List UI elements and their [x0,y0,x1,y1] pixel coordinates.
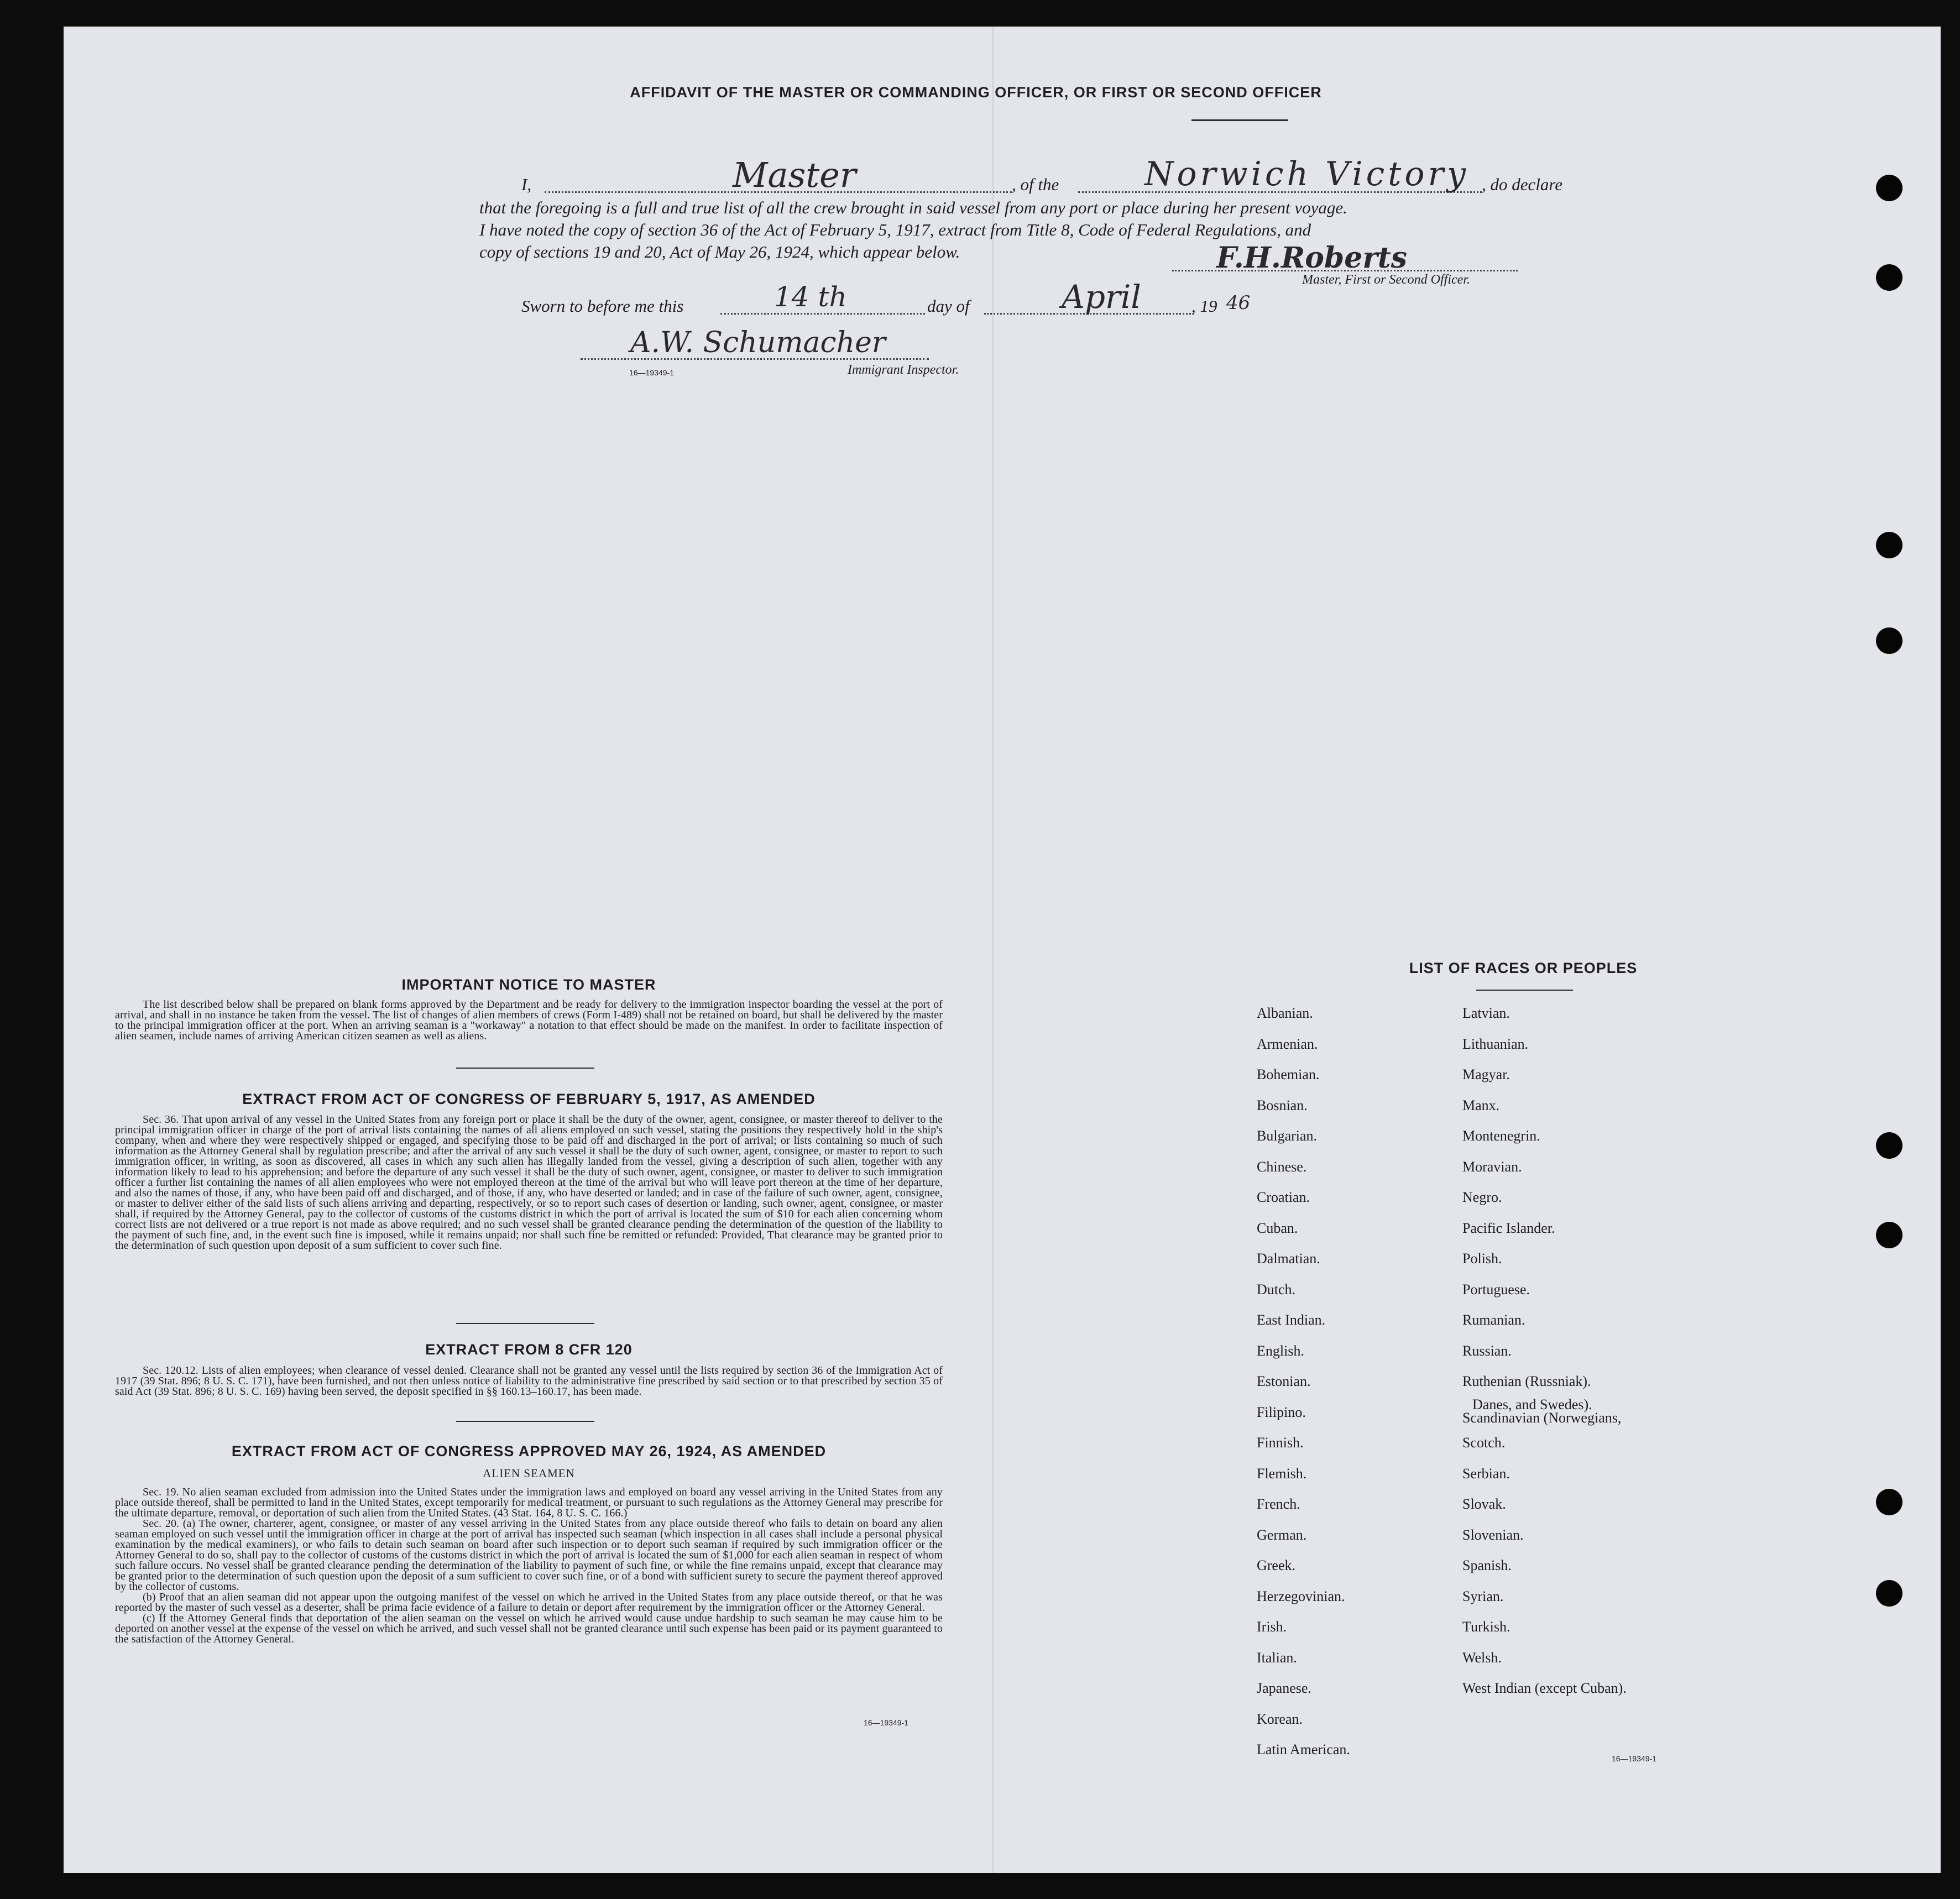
binder-hole [1876,1580,1902,1607]
notice-title: IMPORTANT NOTICE TO MASTER [401,976,656,993]
race-item: Negro. [1462,1189,1502,1205]
binder-hole [1876,175,1902,201]
race-item: Herzegovinian. [1257,1588,1345,1604]
extract-cfr-title: EXTRACT FROM 8 CFR 120 [425,1341,633,1358]
notice-body [115,1000,943,1042]
sec-20b-text: (b) Proof that an alien seaman did not appear upon the outgoing manifest of the vessel on which he arrived in the United States from any place outside thereof, or that he was reported by the master of such vessel as a deserter, shall be prima facie evidence of a failure to detain or deport after requirement by the immigration officer or the Attorney General. [115,1591,943,1614]
race-item: Montenegrin. [1462,1128,1540,1144]
extract-1917-body [115,1115,943,1251]
race-item: Latin American. [1257,1741,1350,1757]
race-item: Polish. [1462,1251,1502,1267]
sworn-day-line [720,313,925,315]
race-item: Welsh. [1462,1649,1502,1666]
race-item: Moravian. [1462,1158,1522,1175]
race-item: Portuguese. [1462,1281,1530,1298]
race-item: Rumanian. [1462,1312,1525,1328]
race-item: Danes, and Swedes). [1472,1396,1592,1413]
race-item: Latvian. [1462,1005,1510,1021]
sworn-month-field[interactable]: April [1062,278,1141,316]
binder-hole [1876,627,1902,654]
race-item: Serbian. [1462,1465,1510,1482]
race-item: Croatian. [1257,1189,1310,1205]
race-item: Manx. [1462,1097,1500,1113]
race-item: East Indian. [1257,1312,1326,1328]
day-of-label: day of [927,296,970,316]
race-item: Albanian. [1257,1005,1313,1021]
inspector-signature: A.W. Schumacher [630,326,886,359]
title-underline [1191,119,1288,121]
race-item: Spanish. [1462,1557,1512,1573]
binder-hole [1876,1222,1902,1248]
extract-cfr-text: Sec. 120.12. Lists of alien employees; when clearance of vessel denied. Clearance shall not be granted any vessel until the lists required by section 36 of the Immigration Act of 1917 (39 Stat. 896; 8 U. S. C. 171), have been furnished, and not then unless notice of liability to the administrative fine prescribed by said section or to that prescribed by section 35 of said Act (39 Stat. 896; 8 U. S. C. 169) having been served, the deposit specified in §§ 160.13–160.17, has been made. [115,1364,943,1398]
race-item: Bulgarian. [1257,1128,1318,1144]
document-sheet [64,27,1941,1873]
alien-seamen-subtitle: ALIEN SEAMEN [483,1467,575,1480]
race-item: English. [1257,1342,1304,1359]
year-label: , 19 [1191,296,1217,316]
race-item: Filipino. [1257,1404,1306,1420]
races-form-number: 16—19349-1 [1612,1754,1656,1763]
binder-hole [1876,1132,1902,1159]
race-item: Scotch. [1462,1435,1506,1451]
page-fold [992,27,994,1873]
race-item: Chinese. [1257,1158,1307,1175]
race-item: Scandinavian (Norwegians, [1462,1409,1622,1426]
race-item: Dutch. [1257,1281,1296,1298]
race-item: Cuban. [1257,1220,1298,1236]
extract-1924-body [115,1487,943,1645]
affidavit-title: AFFIDAVIT OF THE MASTER OR COMMANDING OFFICER, OR FIRST OR SECOND OFFICER [630,84,1322,101]
race-item: Pacific Islander. [1462,1220,1555,1236]
affidavit-form-number: 16—19349-1 [629,368,674,377]
divider-3 [456,1421,594,1422]
race-item: Russian. [1462,1342,1512,1359]
race-item: Syrian. [1462,1588,1504,1604]
races-title-underline [1476,990,1573,991]
vessel-name-field[interactable]: Norwich Victory [1144,155,1470,193]
race-item: West Indian (except Cuban). [1462,1680,1627,1696]
inspector-caption: Immigrant Inspector. [848,363,959,377]
race-item: Flemish. [1257,1465,1307,1482]
extract-cfr-body [115,1366,943,1397]
race-item: Bosnian. [1257,1097,1308,1113]
of-the-label: , of the [1012,175,1059,194]
binder-hole [1876,264,1902,291]
affidavit-i: I, [521,175,532,194]
affidavit-line-3: I have noted the copy of section 36 of the Act of February 5, 1917, extract from Title 8, Code of Federal Regulations, and [479,220,1311,239]
race-item: Lithuanian. [1462,1035,1529,1052]
race-item: Korean. [1257,1710,1303,1727]
notice-form-number: 16—19349-1 [864,1718,908,1727]
sworn-label: Sworn to before me this [521,296,684,316]
master-signature-caption: Master, First or Second Officer. [1302,273,1470,287]
race-item: Estonian. [1257,1373,1311,1389]
sec-19-text: Sec. 19. No alien seaman excluded from admission into the United States under the immigration laws and employed on board any vessel arriving in the United States from any place outside thereof, shall be permitted to land in the United States, except temporarily for medical treatment, or pursuant to such regulations as the Attorney General may prescribe for the ultimate departure, removal, or deportation of such alien from the United States. (43 Stat. 164, 8 U. S. C. 166.) [115,1486,943,1519]
extract-1917-title: EXTRACT FROM ACT OF CONGRESS OF FEBRUARY 5, 1917, AS AMENDED [242,1091,816,1107]
race-item: Magyar. [1462,1066,1510,1082]
extract-1924-title: EXTRACT FROM ACT OF CONGRESS APPROVED MAY 26, 1924, AS AMENDED [231,1443,827,1459]
binder-hole [1876,532,1902,558]
affidavit-line-2: that the foregoing is a full and true list of all the crew brought in said vessel from any port or place during her present voyage. [479,198,1347,217]
race-item: Dalmatian. [1257,1251,1320,1267]
sec-20a-text: Sec. 20. (a) The owner, charterer, agent, consignee, or master of any vessel arriving in the United States from any place outside thereof who fails to detain on board any alien seaman employed on such vessel until the immigration officer in charge at the port of arrival has inspected such seaman (which inspection in all cases shall include a personal physical examination by the medical examiners), or who fails to detain such seaman on board after such inspection or to deport such seaman if required by such immigration officer or the Attorney General to do so, shall pay to the collector of customs of the customs district in which the port of arrival is located the sum of $1,000 for each alien seaman in respect of whom such failure occurs. No vessel shall be granted clearance pending the determination of the liability to payment of such fine, or while the fine remains unpaid, except that clearance may be granted prior to the determination of such question upon the deposit of a sum sufficient to cover such fine, or of a bond with sufficient surety to secure the payment thereof approved by the collector of customs. [115,1518,943,1593]
sworn-day-field[interactable]: 14 th [774,281,847,313]
divider-2 [456,1323,594,1324]
race-item: Finnish. [1257,1435,1304,1451]
race-item: German. [1257,1526,1307,1543]
race-item: Armenian. [1257,1035,1318,1052]
race-item: French. [1257,1496,1300,1512]
race-item: Italian. [1257,1649,1297,1666]
race-item: Ruthenian (Russniak). [1462,1373,1591,1389]
binder-hole [1876,1489,1902,1515]
affidavit-line-4: copy of sections 19 and 20, Act of May 26, 1924, which appear below. [479,242,960,261]
sec-20c-text: (c) If the Attorney General finds that deportation of the alien seaman on the vessel on which he arrived would cause undue hardship to such seaman he may cause him to be deported on another vessel at the expense of the vessel on which he arrived, and such vessel shall not be granted clearance until such expense has been paid or its payment guaranteed to the satisfaction of the Attorney General. [115,1612,943,1645]
master-name-field[interactable]: Master [733,155,856,195]
race-item: Japanese. [1257,1680,1311,1696]
extract-1917-text: Sec. 36. That upon arrival of any vessel in the United States from any foreign port or place it shall be the duty of the owner, agent, consignee, or master thereof to deliver to the principal immigration officer in charge of the port of arrival lists containing the names of all aliens employed on such vessel, stating the positions they respectively hold in the ship's company, when and where they were respectively shipped or engaged, and specifying those to be paid off and discharged in the port of arrival; or lists containing so much of such information as the Attorney General shall by regulation prescribe; and after the arrival of any such vessel it shall be the duty of such owner, agent, consignee, or master to report to such immigration officer, in writing, as soon as discovered, all cases in which any such alien has illegally landed from the vessel, giving a description of such alien, together with any information likely to lead to his apprehension; and before the departure of any such vessel it shall be the duty of such owner, agent, consignee, or master to deliver to such immigration officer a further list containing the names of all alien employees who were not employed thereon at the time of the arrival but who will leave port thereon at the time of her departure, and also the names of those, if any, who have been paid off and discharged, and of those, if any, who have deserted or landed; and in case of the failure of such owner, agent, consignee, or master to deliver either of the said lists of such aliens arriving and departing, respectively, or so to report such cases of desertion or landing, such owner, agent, consignee, or master shall, if required by the Attorney General, pay to the collector of customs of the customs district in which the port of arrival is located the sum of $10 for each alien concerning whom correct lists are not delivered or a true report is not made as above required; and no such vessel shall be granted clearance pending the determination of the question of the liability to the payment of such fine, and, in the event such fine is imposed, while it remains unpaid; nor shall such fine be remitted or refunded: Provided, That clearance may be granted prior to the determination of such question upon deposit of a sum sufficient to cover such fine. [115,1113,943,1252]
race-item: Slovak. [1462,1496,1506,1512]
race-item: Slovenian. [1462,1526,1524,1543]
race-item: Turkish. [1462,1619,1510,1635]
do-declare-label: , do declare [1482,175,1563,194]
master-signature: F.H.Roberts [1216,241,1408,275]
divider-1 [456,1068,594,1069]
race-item: Irish. [1257,1619,1287,1635]
races-title: LIST OF RACES OR PEOPLES [1409,960,1638,976]
sworn-year-field[interactable]: 46 [1226,292,1251,314]
race-item: Bohemian. [1257,1066,1320,1082]
race-item: Greek. [1257,1557,1296,1573]
notice-text: The list described below shall be prepared on blank forms approved by the Department and be ready for delivery to the immigration inspector boarding the vessel at the port of arrival, and shall in no instance be taken from the vessel. The list of changes of alien members of crews (Form I-489) shall not be retained on board, but shall be delivered by the master to the principal immigration officer at the port. When an arriving seaman is a "workaway" a notation to that effect should be made on the manifest. In order to facilitate inspection of alien seamen, include names of arriving American citizen seamen as well as aliens. [115,998,943,1042]
